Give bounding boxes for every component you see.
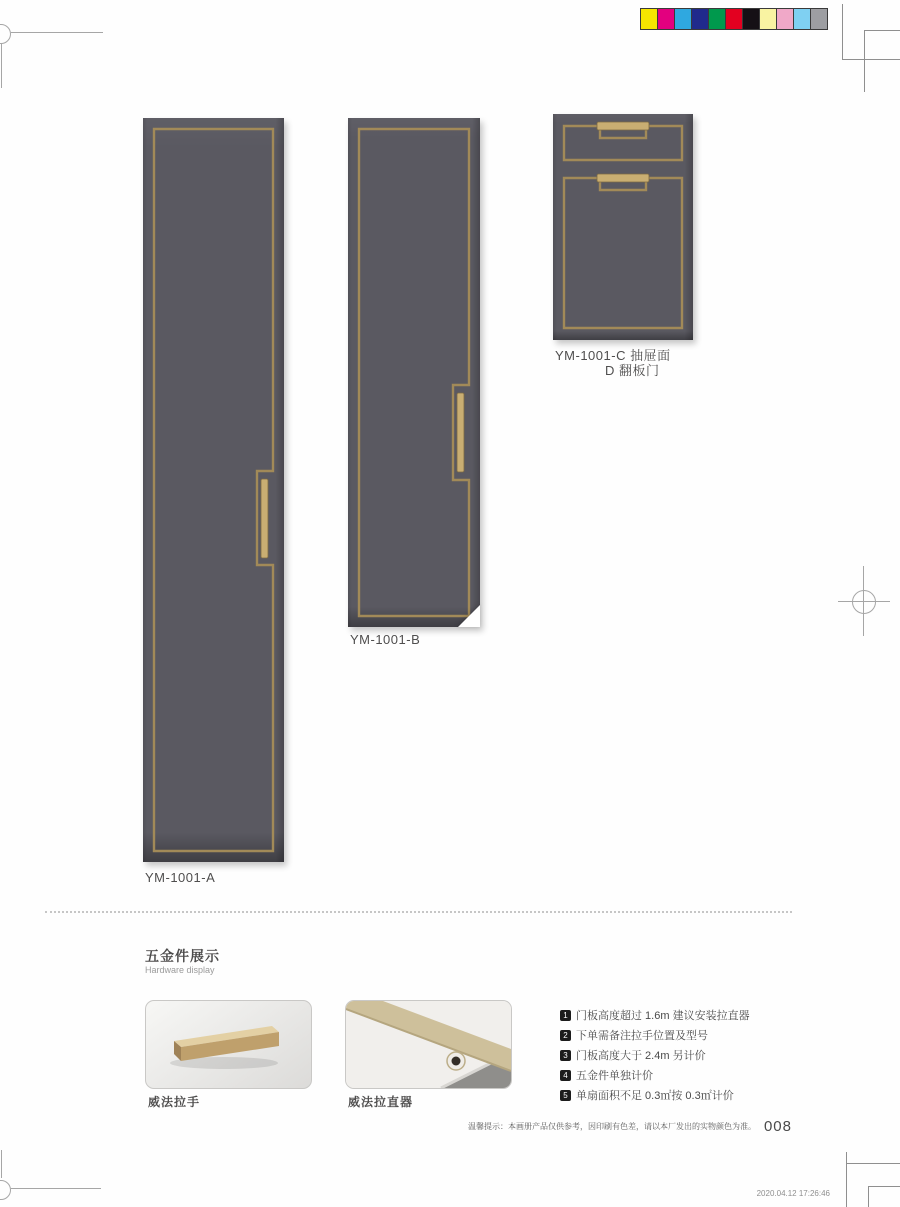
page-footer [468, 1118, 792, 1135]
note-item [560, 1067, 810, 1083]
color-swatch [674, 9, 691, 29]
registration-line [1, 44, 2, 88]
hardware-section-title: 五金件展示 [145, 948, 220, 964]
page-curl [458, 605, 480, 627]
handle-photo-graphic [146, 1001, 311, 1088]
door-c-label-line1: YM-1001-C 抽屉面 [555, 348, 671, 363]
color-swatch [708, 9, 725, 29]
color-swatch [725, 9, 742, 29]
crop-mark [842, 4, 843, 60]
footer-disclaimer: 温馨提示：本画册产品仅供参考，因印刷有色差，请以本厂发出的实物颜色为准。 [467, 1122, 756, 1131]
crop-mark [842, 59, 900, 60]
door-b-label: YM-1001-B [350, 632, 421, 647]
registration-line [1, 1150, 2, 1178]
drawer-handle [597, 122, 649, 130]
flip-door-handle [597, 174, 649, 182]
hardware-photo-straightener [345, 1000, 512, 1089]
print-timestamp: 2020.04.12 17:26:46 [756, 1189, 830, 1198]
note-text: 五金件单独计价 [576, 1070, 653, 1082]
crop-mark [846, 1163, 900, 1164]
door-panel-ym-1001-b [348, 118, 480, 627]
note-text: 下单需备注拉手位置及型号 [576, 1030, 708, 1042]
hardware-section-subtitle: Hardware display [145, 965, 215, 975]
registration-mark-bottom-left [0, 1180, 11, 1200]
hardware-photo-handle [145, 1000, 312, 1089]
notes-list [560, 1007, 810, 1107]
crop-mark [864, 30, 865, 92]
color-swatch [759, 9, 776, 29]
note-number: 2 [560, 1030, 571, 1041]
note-item [560, 1087, 810, 1103]
color-swatch [742, 9, 759, 29]
door-a-trim [143, 118, 284, 862]
note-number: 4 [560, 1070, 571, 1081]
color-swatch [641, 9, 657, 29]
note-number: 5 [560, 1090, 571, 1101]
note-text: 门板高度大于 2.4m 另计价 [576, 1050, 706, 1062]
door-b-handle [457, 393, 464, 472]
note-item [560, 1027, 810, 1043]
crop-mark [868, 1186, 900, 1187]
straightener-photo-graphic [346, 1001, 511, 1088]
page-number: 008 [763, 1118, 792, 1135]
crop-mark [846, 1152, 847, 1207]
note-text: 门板高度超过 1.6m 建议安装拉直器 [576, 1010, 750, 1022]
crop-mark [864, 30, 900, 31]
door-b-trim [348, 118, 480, 627]
color-calibration-bar [640, 8, 828, 30]
color-swatch [691, 9, 708, 29]
note-item [560, 1007, 810, 1023]
registration-mark-right [852, 590, 876, 614]
note-number: 1 [560, 1010, 571, 1021]
color-swatch [793, 9, 810, 29]
note-item [560, 1047, 810, 1063]
door-panel-ym-1001-a [143, 118, 284, 862]
door-a-label: YM-1001-A [145, 870, 216, 885]
section-divider [45, 911, 792, 913]
crop-mark [868, 1186, 869, 1207]
door-c-trim [553, 114, 693, 340]
hardware-label-handle: 威法拉手 [148, 1095, 201, 1109]
color-swatch [657, 9, 674, 29]
door-panel-ym-1001-c [553, 114, 693, 340]
note-text: 单扇面积不足 0.3㎡按 0.3㎡计价 [576, 1090, 734, 1102]
registration-mark-top-left [0, 24, 11, 44]
registration-line [11, 32, 103, 33]
hardware-label-straightener: 威法拉直器 [348, 1095, 414, 1109]
registration-line [11, 1188, 101, 1189]
color-swatch [810, 9, 827, 29]
door-a-handle [261, 479, 268, 558]
color-swatch [776, 9, 793, 29]
note-number: 3 [560, 1050, 571, 1061]
door-c-label-line2: D 翻板门 [605, 363, 660, 378]
